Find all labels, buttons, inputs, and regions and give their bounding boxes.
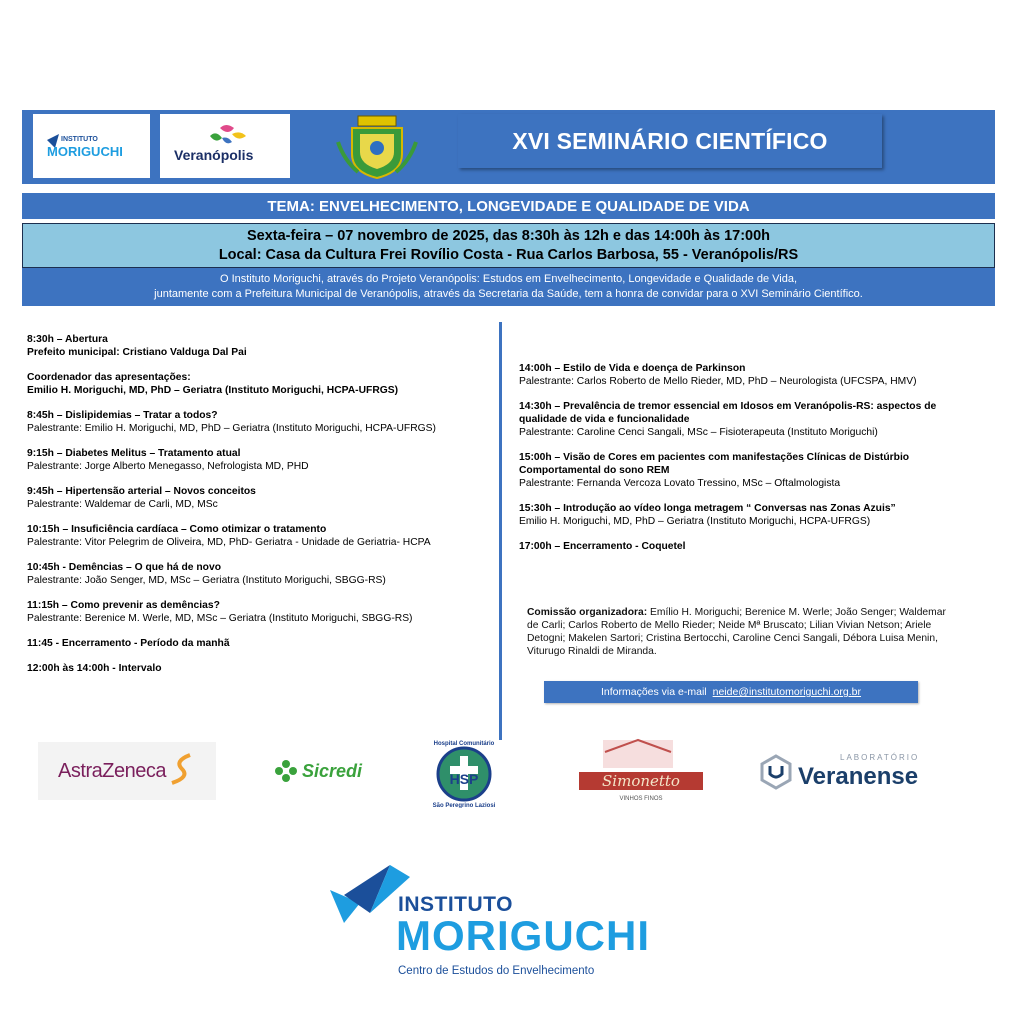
program-item-speaker: Palestrante: Carlos Roberto de Mello Rieder, MD, PhD – Neurologista (UFCSPA, HMV): [519, 376, 917, 387]
program-item-title: 9:15h – Diabetes Melitus – Tratamento atual: [27, 448, 241, 459]
program-item-speaker: Palestrante: Caroline Cenci Sangali, MSc – Fisioterapeuta (Instituto Moriguchi): [519, 427, 878, 438]
committee-label: Comissão organizadora:: [527, 607, 648, 618]
program-item-title: 15:00h – Visão de Cores em pacientes com manifestações Clínicas de Distúrbio Comportamental do sono REM: [519, 452, 910, 476]
column-divider: [499, 322, 502, 740]
simonetto-subtitle: VINHOS FINOS: [619, 796, 663, 802]
program-item-speaker: Palestrante: João Senger, MD, MSc – Geriatra (Instituto Moriguchi, SBGG-RS): [27, 575, 386, 586]
program-item-speaker: Palestrante: Berenice M. Werle, MD, MSc – Geriatra (Instituto Moriguchi, SBGG-RS): [27, 613, 413, 624]
intro-line-1: O Instituto Moriguchi, através do Projeto Veranópolis: Estudos em Envelhecimento, Longevidade e Qualidade de Vida,: [219, 273, 798, 285]
date-location-band: [22, 223, 995, 268]
tema-text: TEMA: ENVELHECIMENTO, LONGEVIDADE E QUALIDADE DE VIDA: [267, 197, 750, 215]
veranense-top-text: LABORATÓRIO: [840, 753, 920, 762]
date-line: Sexta-feira – 07 novembro de 2025, das 8:30h às 12h e das 14:00h às 17:00h: [246, 228, 771, 244]
program-item: [519, 451, 979, 490]
program-item: [27, 371, 487, 397]
logo-small-brand: INSTITUTO: [61, 136, 98, 143]
sponsor-simonetto: [575, 742, 707, 800]
veranopolis-logo: [160, 114, 290, 178]
info-label: Informações via e-mail: [600, 686, 707, 698]
sponsor-hospital: [422, 736, 506, 808]
tema-band: [22, 193, 995, 219]
veranense-lab-logo: [760, 746, 946, 796]
footer-brand: INSTITUTO: [398, 893, 513, 916]
program-item-speaker: Palestrante: Emilio H. Moriguchi, MD, PhD – Geriatra (Instituto Moriguchi, HCPA-UFRGS): [27, 423, 436, 434]
info-box: [544, 681, 918, 703]
program-item: [519, 502, 979, 528]
sicredi-flower-icon: [274, 759, 298, 783]
program-item-title: 12:00h às 14:00h - Intervalo: [27, 663, 162, 674]
program-afternoon: [519, 362, 979, 565]
committee-names: Emílio H. Moriguchi; Berenice M. Werle; João Senger; Waldemar de Carli; Carlos Roberto de Mello Rieder; Neide Mª Bruscato; Lilian Vivian Netson; Ariele Detogni; Makelen Sartori; Cristina Bertocchi, Caroline Cenci Sangali, Débora Luisa Menin, Viturugo Rinaldi de Miranda.: [527, 607, 946, 657]
program-item-title: 15:30h – Introdução ao vídeo longa metragem “ Conversas nas Zonas Azuis”: [519, 503, 896, 514]
sponsor-veranense: [760, 742, 946, 800]
program-item-detail: Emilio H. Moriguchi, MD, PhD – Geriatra (Instituto Moriguchi, HCPA-UFRGS): [27, 385, 399, 396]
program-item-title: 10:45h - Demências – O que há de novo: [27, 562, 221, 573]
program-item: [519, 540, 979, 553]
sicredi-name: Sicredi: [301, 760, 363, 781]
intro-line-2: juntamente com a Prefeitura Municipal de Veranópolis, através da Secretaria da Saúde, tem a honra de convidar para o XVI Seminário Científico.: [154, 288, 863, 300]
program-item: [27, 662, 487, 675]
program-item-title: 8:30h – Abertura: [27, 334, 108, 345]
program-item: [519, 362, 979, 388]
program-item-title: 11:45 - Encerramento - Período da manhã: [27, 638, 230, 649]
program-item: [27, 485, 487, 511]
program-item: [27, 637, 487, 650]
veranense-name: Veranense: [798, 763, 919, 790]
program-item-title: Coordenador das apresentações:: [27, 372, 191, 383]
program-item: [27, 447, 487, 473]
intro-band: [22, 268, 995, 306]
program-item-title: 8:45h – Dislipidemias – Tratar a todos?: [27, 410, 218, 421]
hospital-top-text: Hospital Comunitário: [433, 741, 495, 747]
hospital-bottom-text: São Peregrino Laziosi: [432, 803, 496, 808]
coat-of-arms-box: [300, 112, 454, 182]
sponsor-sicredi: [262, 742, 374, 800]
coat-of-arms-icon: [300, 112, 454, 182]
local-line: Local: Casa da Cultura Frei Rovílio Costa - Rua Carlos Barbosa, 55 - Veranópolis/RS: [218, 247, 799, 263]
program-item: [27, 333, 487, 359]
hospital-monogram: HSP: [449, 771, 479, 787]
program-item: [27, 523, 487, 549]
program-morning: [27, 333, 487, 687]
program-item: [519, 400, 979, 439]
program-item-speaker: Emilio H. Moriguchi, MD, PhD – Geriatra (Instituto Moriguchi, HCPA-UFRGS): [519, 516, 871, 527]
simonetto-winery-logo: [575, 738, 707, 804]
program-item: [27, 599, 487, 625]
program-item-speaker: Palestrante: Fernanda Vercoza Lovato Tressino, MSc – Oftalmologista: [519, 478, 841, 489]
program-item-detail: Prefeito municipal: Cristiano Valduga Dal Pai: [27, 347, 247, 358]
program-item-title: 10:15h – Insuficiência cardíaca – Como otimizar o tratamento: [27, 524, 327, 535]
program-item-title: 11:15h – Como prevenir as demências?: [27, 600, 220, 611]
simonetto-name: Simonetto: [602, 772, 680, 790]
program-item: [27, 409, 487, 435]
logo-city-name: Veranópolis: [174, 147, 254, 163]
organizing-committee: [527, 606, 947, 658]
logo-small-name: MORIGUCHI: [47, 144, 123, 159]
program-item-title: 14:00h – Estilo de Vida e doença de Parkinson: [519, 363, 746, 374]
sponsor-astrazeneca: [38, 742, 216, 800]
program-item-title: 9:45h – Hipertensão arterial – Novos conceitos: [27, 486, 256, 497]
instituto-moriguchi-logo: [33, 114, 150, 178]
program-item-speaker: Palestrante: Vitor Pelegrim de Oliveira, MD, PhD- Geriatra - Unidade de Geriatria- HCPA: [27, 537, 431, 548]
program-item: [27, 561, 487, 587]
hospital-seal-icon: [422, 736, 506, 808]
program-item-speaker: Palestrante: Waldemar de Carli, MD, MSc: [27, 499, 218, 510]
astrazeneca-name: AstraZeneca: [58, 759, 166, 782]
seminar-title-box: [458, 114, 882, 168]
footer-subtitle: Centro de Estudos do Envelhecimento: [398, 965, 595, 977]
program-item-title: 17:00h – Encerramento - Coquetel: [519, 541, 686, 552]
program-item-speaker: Palestrante: Jorge Alberto Menegasso, Nefrologista MD, PHD: [27, 461, 309, 472]
footer-name: MORIGUCHI: [396, 912, 650, 959]
info-email-link[interactable]: neide@institutomoriguchi.org.br: [712, 686, 862, 698]
seminar-title: XVI SEMINÁRIO CIENTÍFICO: [512, 127, 828, 154]
program-item-title: 14:30h – Prevalência de tremor essencial em Idosos em Veranópolis-RS: aspectos de qualidade de vida e funcionalidade: [519, 401, 937, 425]
astrazeneca-swirl-icon: [166, 753, 196, 789]
